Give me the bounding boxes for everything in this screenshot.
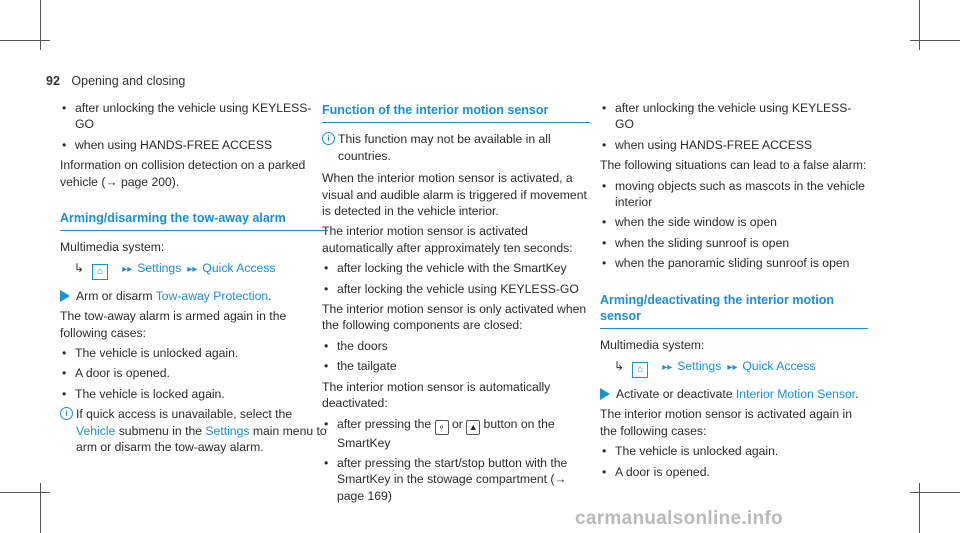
column-left bbox=[60, 100, 328, 462]
settings-link[interactable]: Settings bbox=[205, 423, 250, 438]
return-arrow-icon: ↳ bbox=[74, 260, 85, 275]
list-item: • A door is opened. bbox=[600, 464, 868, 480]
double-chevron-icon: ▸▸ bbox=[122, 263, 133, 275]
page-number: 92 bbox=[46, 74, 60, 88]
paragraph: The following situations can lead to a false alarm: bbox=[600, 158, 867, 173]
paragraph: The interior motion sensor is automatically deactivated: bbox=[322, 379, 551, 411]
crop-mark bbox=[40, 0, 41, 50]
heading-tow-away: Arming/disarming the tow-away alarm bbox=[60, 210, 328, 231]
list-item: • after locking the vehicle with the SmartKey bbox=[322, 260, 590, 276]
note: i This function may not be available in all countries. bbox=[322, 131, 590, 164]
list-item: • The vehicle is unlocked again. bbox=[600, 443, 868, 459]
info-icon: i bbox=[322, 132, 335, 145]
menu-path bbox=[60, 260, 328, 280]
crop-mark bbox=[910, 40, 960, 41]
settings-link[interactable]: Settings bbox=[137, 260, 182, 275]
home-icon[interactable]: ⌂ bbox=[632, 362, 648, 378]
double-chevron-icon: ▸▸ bbox=[662, 361, 673, 373]
list-item: • after pressing the start/stop button with the SmartKey in the stowage compartment (→ page 169) bbox=[322, 455, 590, 504]
list-item: • after locking the vehicle using KEYLESS-GO bbox=[322, 281, 590, 297]
home-icon[interactable]: ⌂ bbox=[92, 264, 108, 280]
list-item: • when the panoramic sliding sunroof is open bbox=[600, 255, 868, 271]
heading-arming-sensor: Arming/deactivating the interior motion sensor bbox=[600, 292, 868, 330]
crop-mark bbox=[919, 483, 920, 533]
crop-mark bbox=[0, 40, 50, 41]
quick-access-link[interactable]: Quick Access bbox=[742, 358, 816, 373]
list-item: • The vehicle is locked again. bbox=[60, 386, 328, 402]
paragraph: The tow-away alarm is armed again in the following cases: bbox=[60, 309, 287, 340]
quick-access-link[interactable]: Quick Access bbox=[202, 260, 276, 275]
step-arrow-icon bbox=[60, 290, 70, 302]
system-label: Multimedia system: bbox=[600, 338, 705, 353]
vehicle-link[interactable]: Vehicle bbox=[76, 423, 116, 438]
step-arrow-icon bbox=[600, 388, 610, 400]
list-item: • after unlocking the vehicle using KEYLESS-GO bbox=[600, 100, 868, 133]
list-item: • when the side window is open bbox=[600, 214, 868, 230]
settings-link[interactable]: Settings bbox=[677, 358, 722, 373]
section-title: Opening and closing bbox=[71, 74, 186, 88]
watermark: carmanualsonline.info bbox=[575, 508, 783, 529]
list-item: • moving objects such as mascots in the vehicle interior bbox=[600, 178, 868, 211]
paragraph: The interior motion sensor is activated again in the following cases: bbox=[600, 407, 853, 438]
double-chevron-icon: ▸▸ bbox=[727, 361, 738, 373]
note: i If quick access is unavailable, select the Vehicle submenu in the Settings main menu to arm or disarm the tow-away alarm. bbox=[60, 406, 328, 455]
unlock-key-icon: ⚬ bbox=[435, 420, 449, 435]
double-chevron-icon: ▸▸ bbox=[187, 263, 198, 275]
paragraph: When the interior motion sensor is activated, a visual and audible alarm is triggered if movement is detected in the vehicle interior. bbox=[322, 171, 587, 219]
crop-mark bbox=[0, 492, 50, 493]
instruction-step: Activate or deactivate Interior Motion Sensor. bbox=[600, 386, 868, 402]
list-item: • when using HANDS-FREE ACCESS bbox=[60, 137, 328, 153]
column-middle bbox=[322, 100, 590, 508]
menu-path bbox=[600, 358, 868, 378]
system-label: Multimedia system: bbox=[60, 240, 165, 255]
heading-interior-sensor: Function of the interior motion sensor bbox=[322, 102, 590, 123]
list-item: • A door is opened. bbox=[60, 365, 328, 381]
list-item: • after pressing the ⚬ or ▲ button on the SmartKey bbox=[322, 416, 590, 451]
paragraph: The interior motion sensor is activated automatically after approximately ten seconds: bbox=[322, 224, 573, 255]
trunk-key-icon: ▲ bbox=[466, 420, 480, 435]
list-item: • the doors bbox=[322, 338, 590, 354]
list-item: • after unlocking the vehicle using KEYLESS-GO bbox=[60, 100, 328, 133]
crop-mark bbox=[910, 492, 960, 493]
collision-info: Information on collision detection on a parked vehicle (→ page 200). bbox=[60, 158, 306, 189]
paragraph: The interior motion sensor is only activated when the following components are closed: bbox=[322, 302, 587, 333]
tow-away-protection-link[interactable]: Tow-away Protection bbox=[155, 288, 269, 303]
crop-mark bbox=[40, 483, 41, 533]
instruction-step: Arm or disarm Tow-away Protection. bbox=[60, 288, 328, 304]
page-header bbox=[46, 74, 185, 88]
list-item: • when using HANDS-FREE ACCESS bbox=[600, 137, 868, 153]
interior-motion-sensor-link[interactable]: Interior Motion Sensor bbox=[735, 386, 856, 401]
list-item: • The vehicle is unlocked again. bbox=[60, 345, 328, 361]
info-icon: i bbox=[60, 407, 73, 420]
list-item: • when the sliding sunroof is open bbox=[600, 235, 868, 251]
column-right bbox=[600, 100, 868, 484]
list-item: • the tailgate bbox=[322, 358, 590, 374]
return-arrow-icon: ↳ bbox=[614, 358, 625, 373]
crop-mark bbox=[919, 0, 920, 50]
